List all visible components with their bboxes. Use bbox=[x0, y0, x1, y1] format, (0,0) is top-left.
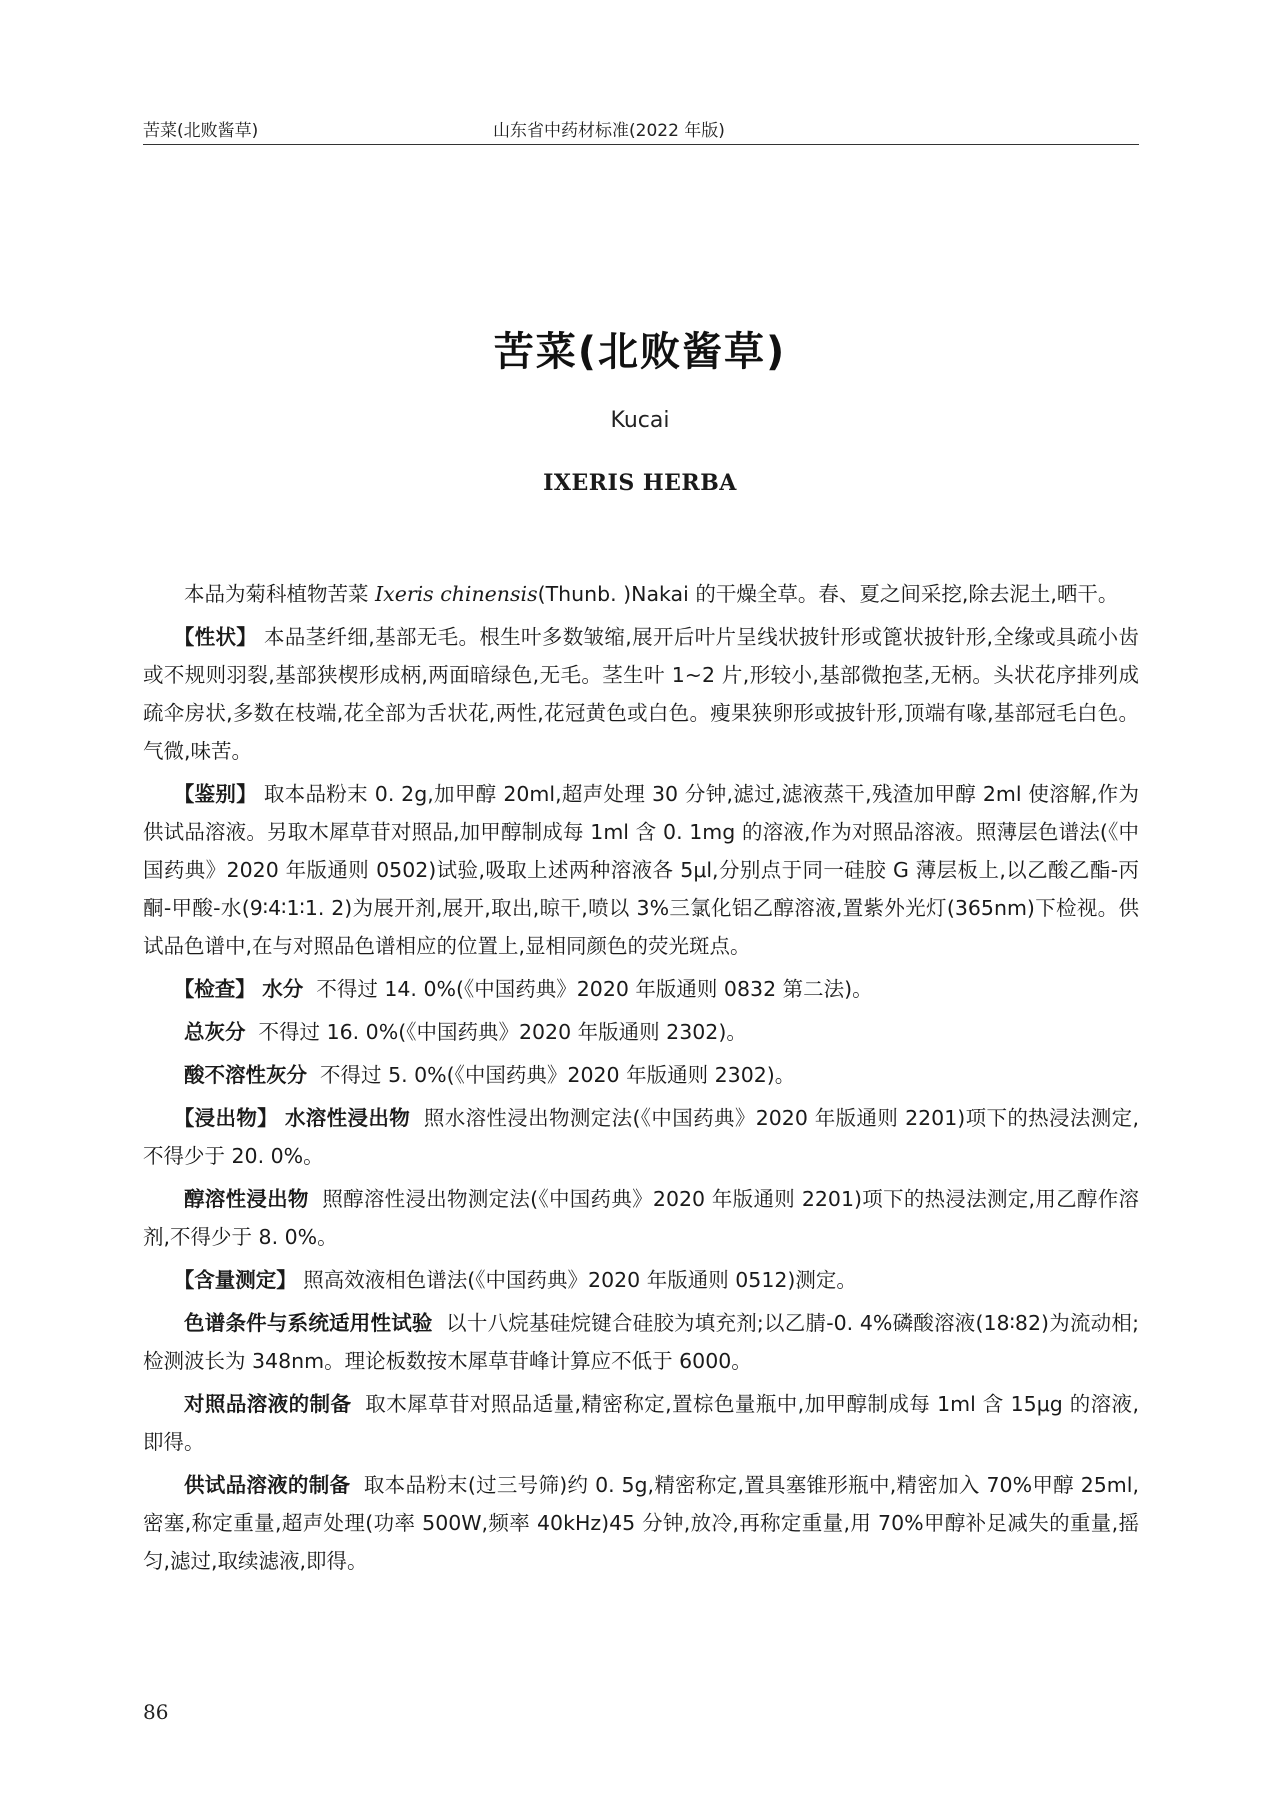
subsection-label-chunrong: 醇溶性浸出物 bbox=[184, 1187, 309, 1211]
subsection-label-shuifen: 水分 bbox=[262, 977, 304, 1001]
section-jiancha bbox=[143, 970, 1139, 1008]
subsection-text-chunrong: 照醇溶性浸出物测定法(《中国药典》2020 年版通则 2201)项下的热浸法测定,用乙醇作溶剂,不得少于 8. 0%。 bbox=[143, 1187, 1139, 1249]
subsection-text-duizhao: 取木犀草苷对照品适量,精密称定,置棕色量瓶中,加甲醇制成每 1ml 含 15μg 的溶液,即得。 bbox=[143, 1392, 1139, 1454]
subsection-label-sepu: 色谱条件与系统适用性试验 bbox=[184, 1311, 433, 1335]
intro-text-pre: 本品为菊科植物苦菜 bbox=[184, 582, 376, 606]
subsection-label-shuirong: 水溶性浸出物 bbox=[284, 1106, 411, 1130]
subsection-text-shuirong: 照水溶性浸出物测定法(《中国药典》2020 年版通则 2201)项下的热浸法测定,不得少于 20. 0%。 bbox=[143, 1106, 1139, 1168]
subsection-text-suanbu: 不得过 5. 0%(《中国药典》2020 年版通则 2302)。 bbox=[320, 1063, 796, 1087]
section-text-jianbie: 取本品粉末 0. 2g,加甲醇 20ml,超声处理 30 分钟,滤过,滤液蒸干,残渣加甲醇 2ml 使溶解,作为供试品溶液。另取木犀草苷对照品,加甲醇制成每 1ml 含 0. 1mg 的溶液,作为对照品溶液。照薄层色谱法(《中国药典》2020 年版通则 0502)试验,吸取上述两种溶液各 5μl,分别点于同一硅胶 G 薄层板上,以乙酸乙酯-丙酮-甲酸-水(9∶4∶1∶1. 2)为展开剂,展开,取出,晾干,喷以 3%三氯化铝乙醇溶液,置紫外光灯(365nm)下检视。供试品色谱中,在与对照品色谱相应的位置上,显相同颜色的荧光斑点。 bbox=[143, 782, 1139, 958]
section-text-xingzhuang: 本品茎纤细,基部无毛。根生叶多数皱缩,展开后叶片呈线状披针形或篦状披针形,全缘或具疏小齿或不规则羽裂,基部狭楔形成柄,两面暗绿色,无毛。茎生叶 1~2 片,形较小,基部微抱茎,无柄。头状花序排列成疏伞房状,多数在枝端,花全部为舌状花,两性,花冠黄色或白色。瘦果狭卵形或披针形,顶端有喙,基部冠毛白色。气微,味苦。 bbox=[143, 625, 1139, 763]
subsection-suanbu bbox=[143, 1056, 1139, 1094]
pinyin-name: Kucai bbox=[610, 408, 670, 433]
page-title: 苦菜(北败酱草) bbox=[493, 329, 787, 375]
subsection-text-shuifen: 不得过 14. 0%(《中国药典》2020 年版通则 0832 第二法)。 bbox=[316, 977, 873, 1001]
running-header bbox=[143, 112, 1139, 145]
subsection-label-gongshi: 供试品溶液的制备 bbox=[184, 1473, 351, 1497]
intro-paragraph bbox=[143, 575, 1139, 613]
section-jianbie bbox=[143, 775, 1139, 965]
header-book-title: 山东省中药材标准(2022 年版) bbox=[493, 121, 725, 141]
subsection-label-zonghuifen: 总灰分 bbox=[184, 1020, 246, 1044]
subsection-text-gongshi: 取本品粉末(过三号筛)约 0. 5g,精密称定,置具塞锥形瓶中,精密加入 70%甲醇 25ml,密塞,称定重量,超声处理(功率 500W,频率 40kHz)45 分钟,放冷,再称定重量,用 70%甲醇补足减失的重量,摇匀,滤过,取续滤液,即得。 bbox=[143, 1473, 1139, 1573]
section-label-jiancha: 【检查】 bbox=[173, 977, 256, 1001]
section-label-jinchuwu: 【浸出物】 bbox=[173, 1106, 279, 1130]
page-number: 86 bbox=[143, 1700, 169, 1724]
species-name: Ixeris chinensis bbox=[375, 582, 538, 606]
section-label-xingzhuang: 【性状】 bbox=[173, 625, 258, 649]
section-xingzhuang bbox=[143, 618, 1139, 770]
section-label-hanliang: 【含量测定】 bbox=[173, 1268, 297, 1292]
subsection-duizhao bbox=[143, 1385, 1139, 1461]
intro-text-post: (Thunb. )Nakai 的干燥全草。春、夏之间采挖,除去泥土,晒干。 bbox=[537, 582, 1119, 606]
subsection-chunrong bbox=[143, 1180, 1139, 1256]
subsection-text-sepu: 以十八烷基硅烷键合硅胶为填充剂;以乙腈-0. 4%磷酸溶液(18∶82)为流动相;检测波长为 348nm。理论板数按木犀草苷峰计算应不低于 6000。 bbox=[143, 1311, 1140, 1373]
section-hanliang bbox=[143, 1261, 1139, 1299]
monograph-body bbox=[143, 575, 1139, 1585]
subsection-text-zonghuifen: 不得过 16. 0%(《中国药典》2020 年版通则 2302)。 bbox=[258, 1020, 747, 1044]
header-chapter-title: 苦菜(北败酱草) bbox=[143, 121, 259, 141]
subsection-sepu bbox=[143, 1304, 1139, 1380]
subsection-label-duizhao: 对照品溶液的制备 bbox=[184, 1392, 352, 1416]
section-label-jianbie: 【鉴别】 bbox=[173, 782, 258, 806]
subsection-zonghuifen bbox=[143, 1013, 1139, 1051]
subsection-gongshi bbox=[143, 1466, 1139, 1580]
subsection-label-suanbu: 酸不溶性灰分 bbox=[184, 1063, 307, 1087]
latin-name: IXERIS HERBA bbox=[543, 470, 737, 496]
section-jinchuwu bbox=[143, 1099, 1139, 1175]
section-text-hanliang: 照高效液相色谱法(《中国药典》2020 年版通则 0512)测定。 bbox=[303, 1268, 857, 1292]
